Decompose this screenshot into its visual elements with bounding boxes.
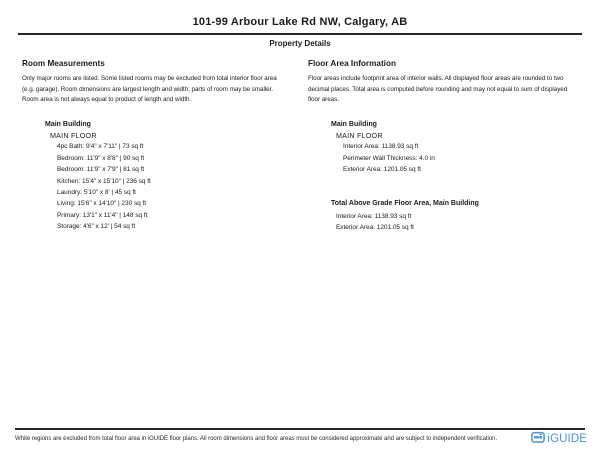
iguide-logo: [531, 430, 587, 448]
floor-area-detail-item: Perimeter Wall Thickness: 4.0 in: [343, 154, 435, 162]
floor-area-heading: Floor Area Information: [308, 59, 396, 68]
room-measurement-item: 4pc Bath: 9'4" x 7'11" | 73 sq ft: [57, 143, 144, 151]
room-measurement-item: Living: 15'6" x 14'10" | 230 sq ft: [57, 200, 147, 208]
room-measurements-section: [22, 59, 306, 233]
footer-disclaimer: White regions are excluded from total floor area in iGUIDE floor plans. All room dimensions and floor areas must be considered approximate and are subject to independent verification.: [15, 436, 498, 442]
floor-area-description: [308, 74, 592, 106]
description-line: decimal places. Total area is computed before rounding and may not equal to sum of displayed: [308, 85, 568, 93]
total-floor-area-item: Interior Area: 1138.93 sq ft: [336, 212, 412, 220]
description-line: Only major rooms are listed. Some listed rooms may be excluded from total interior floor area: [22, 75, 277, 82]
floor-area-detail-item: Exterior Area: 1201.05 sq ft: [343, 166, 421, 174]
room-measurement-item: Bedroom: 11'9" x 8'8" | 90 sq ft: [57, 154, 145, 162]
total-floor-area-heading: Total Above Grade Floor Area, Main Building: [331, 199, 479, 207]
room-measurement-item: Kitchen: 15'4" x 15'10" | 236 sq ft: [57, 177, 151, 185]
footer-divider: [15, 428, 585, 430]
building-name: Main Building: [331, 120, 377, 128]
total-floor-area-item: Exterior Area: 1201.05 sq ft: [336, 223, 414, 231]
room-measurement-item: Bedroom: 11'9" x 7'9" | 81 sq ft: [57, 166, 145, 174]
floor-name: MAIN FLOOR: [50, 130, 97, 140]
room-measurements-building: [45, 119, 306, 233]
room-measurement-item: Primary: 13'1" x 11'4" | 148 sq ft: [57, 211, 148, 219]
iguide-camera-icon: [531, 430, 545, 448]
room-list: [57, 141, 306, 232]
building-name: Main Building: [45, 120, 91, 128]
page-subtitle: Property Details: [269, 39, 331, 48]
room-measurements-heading: Room Measurements: [22, 59, 105, 68]
room-measurement-item: Laundry: 5'10" x 8' | 45 sq ft: [57, 188, 136, 196]
total-floor-area-list: [336, 211, 592, 234]
floor-area-building: [331, 119, 592, 176]
page-title: 101-99 Arbour Lake Rd NW, Calgary, AB: [192, 16, 408, 28]
floor-area-detail-list: [343, 141, 592, 175]
room-measurement-item: Storage: 4'6" x 12' | 54 sq ft: [57, 223, 136, 231]
iguide-logo-text: iGUIDE: [547, 433, 587, 445]
description-line: Room area is not always equal to product of length and width.: [22, 96, 192, 104]
description-line: (e.g. garage). Room dimensions are largest length and width; parts of room may be smaller.: [22, 85, 273, 93]
floor-area-section: [308, 59, 592, 233]
room-measurements-description: [22, 74, 306, 106]
floor-name: MAIN FLOOR: [336, 130, 383, 140]
floor-area-detail-item: Interior Area: 1138.93 sq ft: [343, 143, 419, 151]
description-line: Floor areas include footprint area of interior walls. All displayed floor areas are rounded to two: [308, 75, 564, 82]
description-line: floor areas.: [308, 96, 339, 104]
header-divider: [18, 33, 582, 35]
total-floor-area-block: [331, 198, 592, 234]
